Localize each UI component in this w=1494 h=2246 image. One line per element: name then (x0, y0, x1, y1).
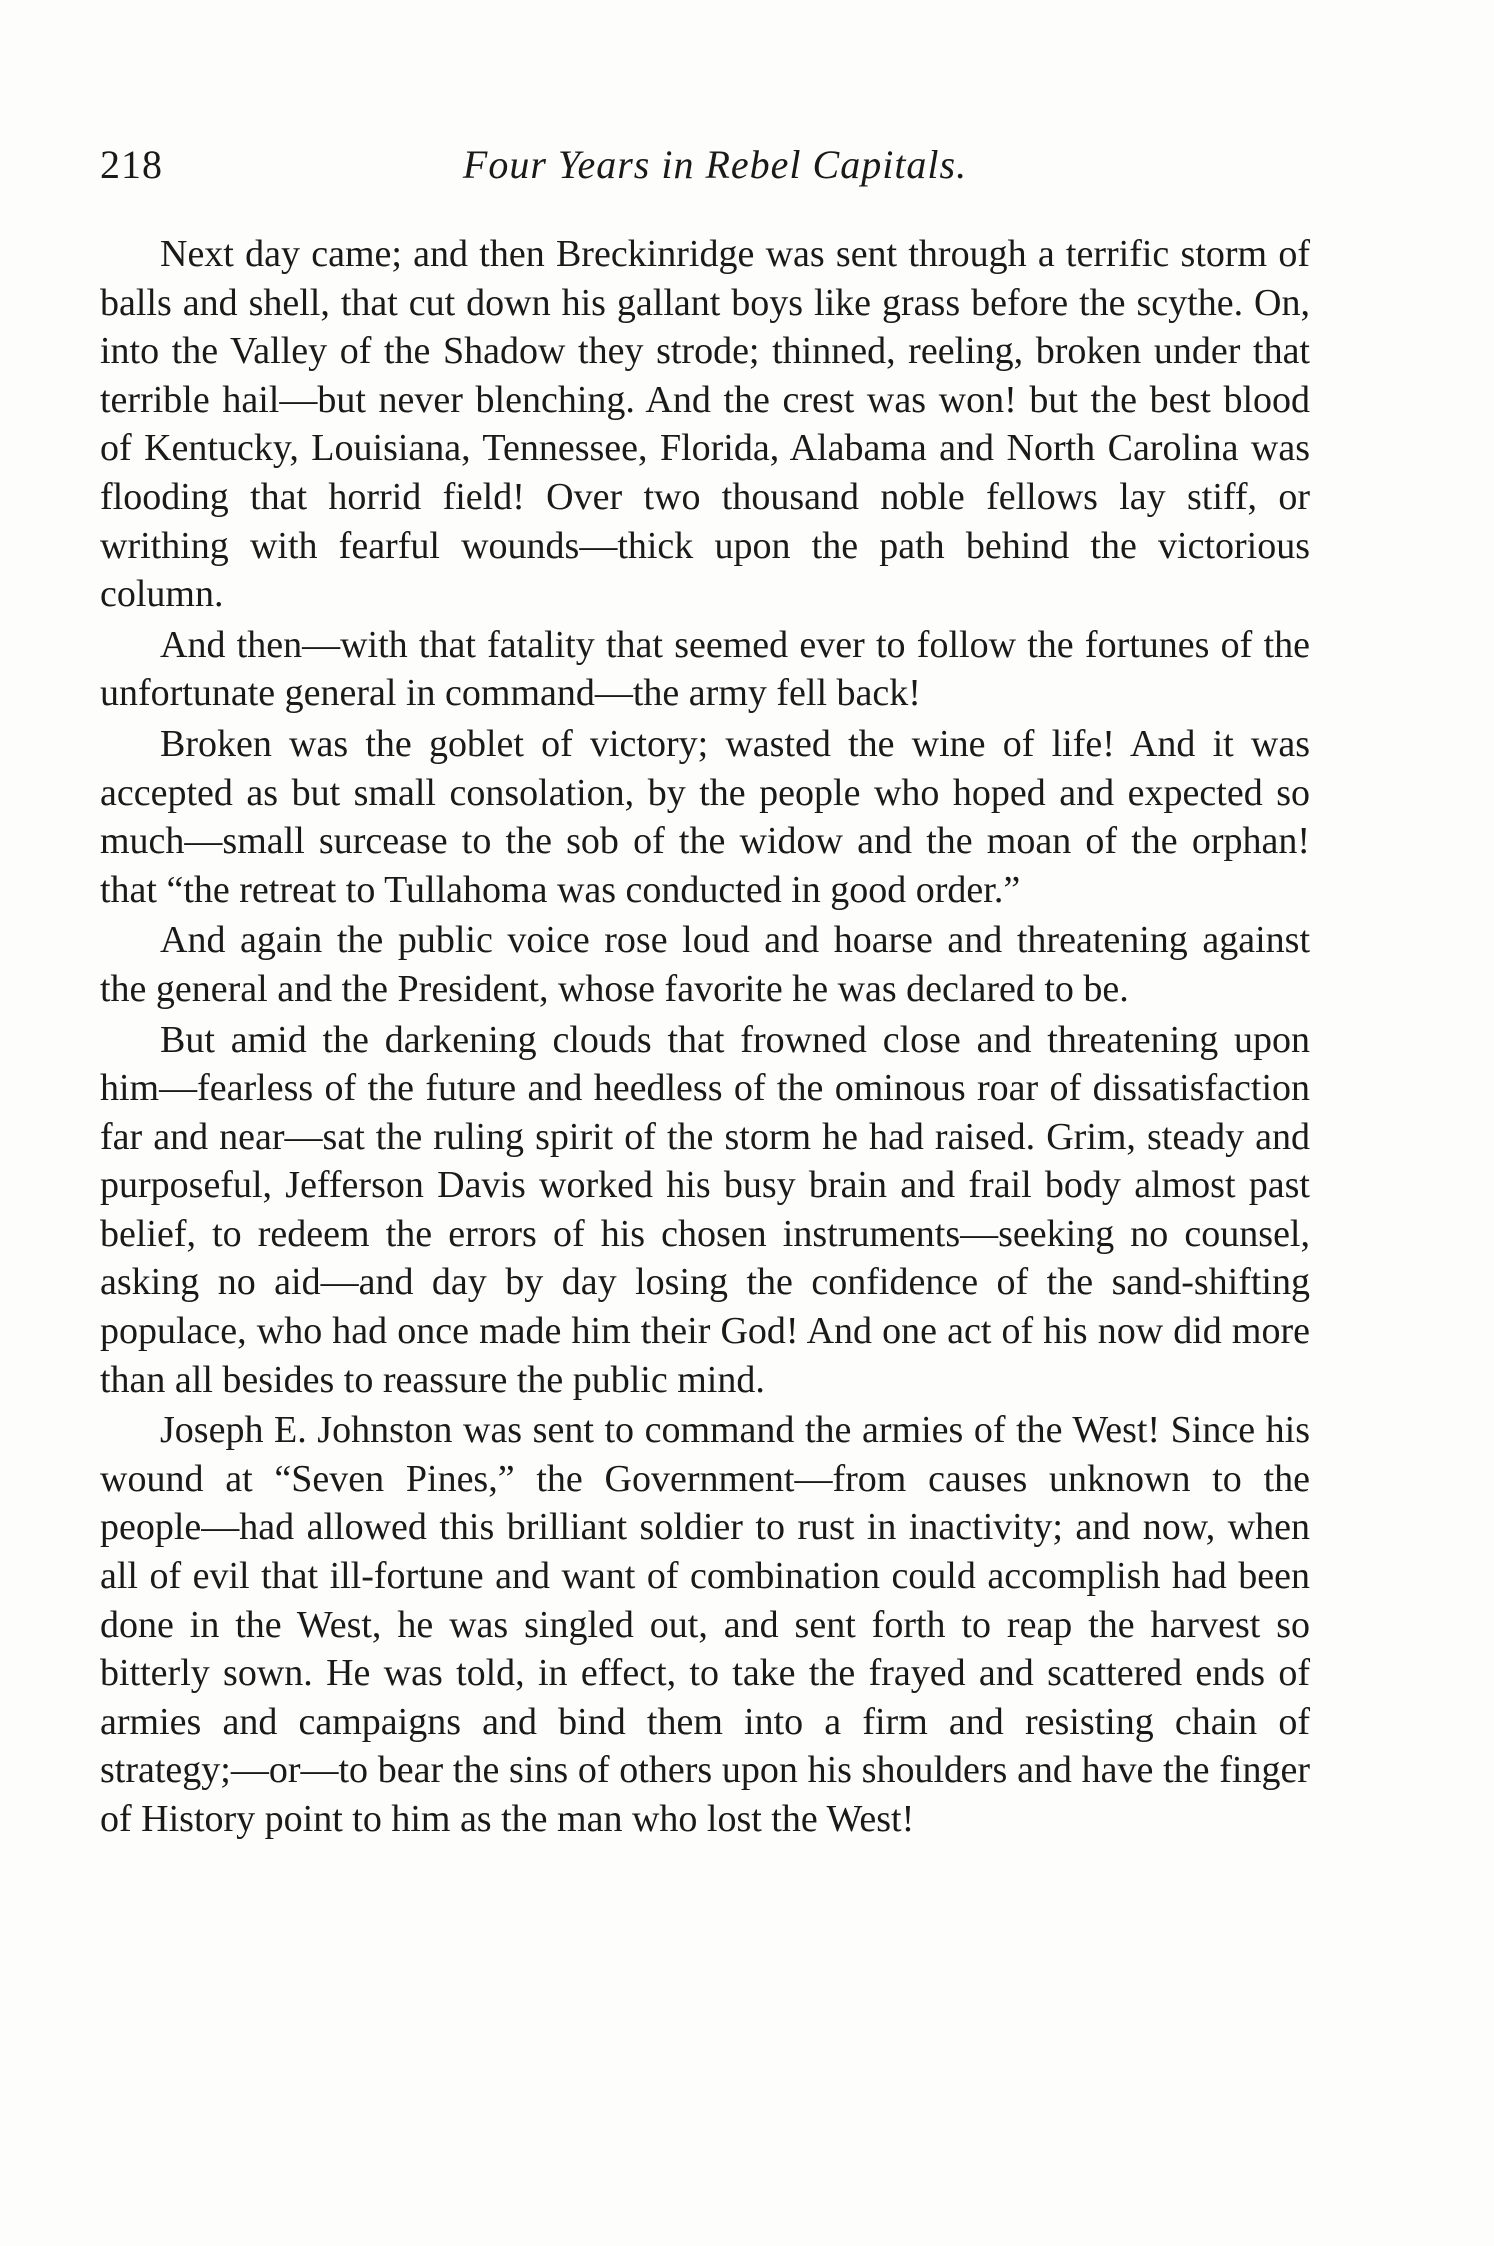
paragraph: And again the public voice rose loud and hoarse and threatening against the general and the President, whose favorite he was declared to be. (100, 919, 1310, 1010)
paragraph: And then—with that fatality that seemed ever to follow the fortunes of the unfortunate general in command—the army fell back! (100, 623, 1310, 715)
paragraph: But amid the darkening clouds that frowned close and threatening upon him—fearless of the future and heedless of the ominous roar of dissatisfaction far and near—sat the ruling spirit of the storm he had raised. Grim, steady and purposeful, Jefferson Davis worked his busy brain and frail body almost past belief, to redeem the errors of his chosen instruments—seeking no counsel, asking no aid—and day by day losing the confidence of the sand-shifting populace, who had once made him their God! And one act of his now did more than all besides to reassure the public mind. (100, 1018, 1310, 1401)
paragraph: Joseph E. Johnston was sent to command the armies of the West! Since his wound at “Seven Pines,” the Government—from causes unknown to the people—had allowed this brilliant soldier to rust in inactivity; and now, when all of evil that ill-fortune and want of combination could accomplish had been done in the West, he was singled out, and sent forth to reap the harvest so bitterly sown. He was told, in effect, to take the frayed and scattered ends of armies and campaigns and bind them into a firm and resisting chain of strategy;—or—to bear the sins of others upon his shoulders and have the finger of History point to him as the man who lost the West! (100, 1409, 1310, 1840)
running-title: Four Years in Rebel Capitals. (462, 142, 968, 187)
paragraph: Next day came; and then Breckinridge was sent through a terrific storm of balls and shell, that cut down his gallant boys like grass before the scythe. On, into the Valley of the Shadow they strode; thinned, reeling, broken under that terrible hail—but never blenching. And the crest was won! but the best blood of Kentucky, Louisiana, Tennessee, Florida, Alabama and North Carolina was flooding that horrid field! Over two thousand noble fellows lay stiff, or writhing with fearful wounds—thick upon the path behind the victorious column. (100, 233, 1310, 616)
paragraph: Broken was the goblet of victory; wasted the wine of life! And it was accepted as but small consolation, by the people who hoped and expected so much—small surcease to the sob of the widow and the moan of the orphan! that “the retreat to Tullahoma was conducted in good order.” (100, 722, 1310, 911)
running-head (100, 140, 1330, 190)
body-text (100, 230, 1310, 1846)
page-number: 218 (100, 142, 163, 187)
